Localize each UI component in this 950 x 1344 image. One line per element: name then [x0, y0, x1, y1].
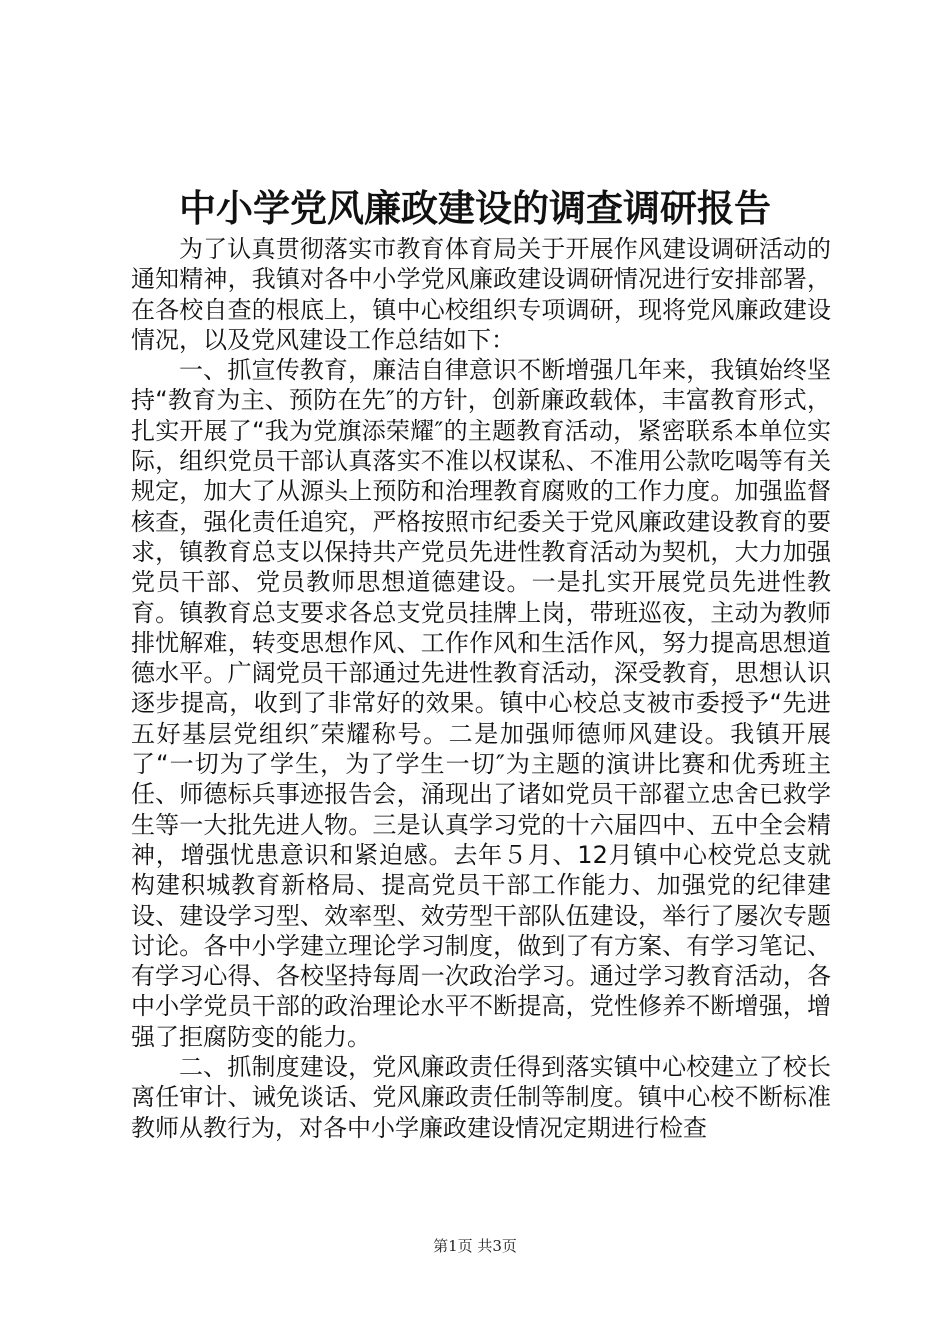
paragraph-section-two: 二、抓制度建设，党风廉政责任得到落实镇中心校建立了校长离任审计、诫免谈话、党风廉政责任制等制度。镇中心校不断标准教师从教行为，对各中小学廉政建设情况定期进行检查 [131, 1053, 831, 1142]
paragraph-section-one: 一、抓宣传教育，廉洁自律意识不断增强几年来，我镇始终坚持“教育为主、预防在先″的方针，创新廉政载体，丰富教育形式，扎实开展了“我为党旗添荣耀″的主题教育活动，紧密联系本单位实际，组织党员干部认真落实不准以权谋私、不准用公款吃喝等有关规定，加大了从源头上预防和治理教育腐败的工作力度。加强监督核查，强化责任追究，严格按照市纪委关于党风廉政建设教育的要求，镇教育总支以保持共产党员先进性教育活动为契机，大力加强党员干部、党员教师思想道德建设。一是扎实开展党员先进性教育。镇教育总支要求各总支党员挂牌上岗，带班巡夜，主动为教师排忧解难，转变思想作风、工作作风和生活作风，努力提高思想道德水平。广阔党员干部通过先进性教育活动，深受教育，思想认识逐步提高，收到了非常好的效果。镇中心校总支被市委授予“先进五好基层党组织″荣耀称号。二是加强师德师风建设。我镇开展了“一切为了学生，为了学生一切″为主题的演讲比赛和优秀班主任、师德标兵事迹报告会，涌现出了诸如党员干部翟立忠舍已救学生等一大批先进人物。三是认真学习党的十六届四中、五中全会精神，增强忧患意识和紧迫感。去年５月、12月镇中心校党总支就构建积城教育新格局、提高党员干部工作能力、加强党的纪律建设、建设学习型、效率型、效劳型干部队伍建设，举行了屡次专题讨论。各中小学建立理论学习制度，做到了有方案、有学习笔记、有学习心得、各校坚持每周一次政治学习。通过学习教育活动，各中小学党员干部的政治理论水平不断提高，党性修养不断增强，增强了拒腐防变的能力。 [131, 356, 831, 1051]
page-footer: 第1页 共3页 [433, 1237, 517, 1255]
paragraph-intro: 为了认真贯彻落实市教育体育局关于开展作风建设调研活动的通知精神，我镇对各中小学党风廉政建设调研情况进行安排部署，在各校自查的根底上，镇中心校组织专项调研，现将党风廉政建设情况，以及党风建设工作总结如下： [131, 235, 831, 354]
document-body [131, 234, 831, 1143]
document-title: 中小学党风廉政建设的调查调研报告 [179, 186, 771, 230]
